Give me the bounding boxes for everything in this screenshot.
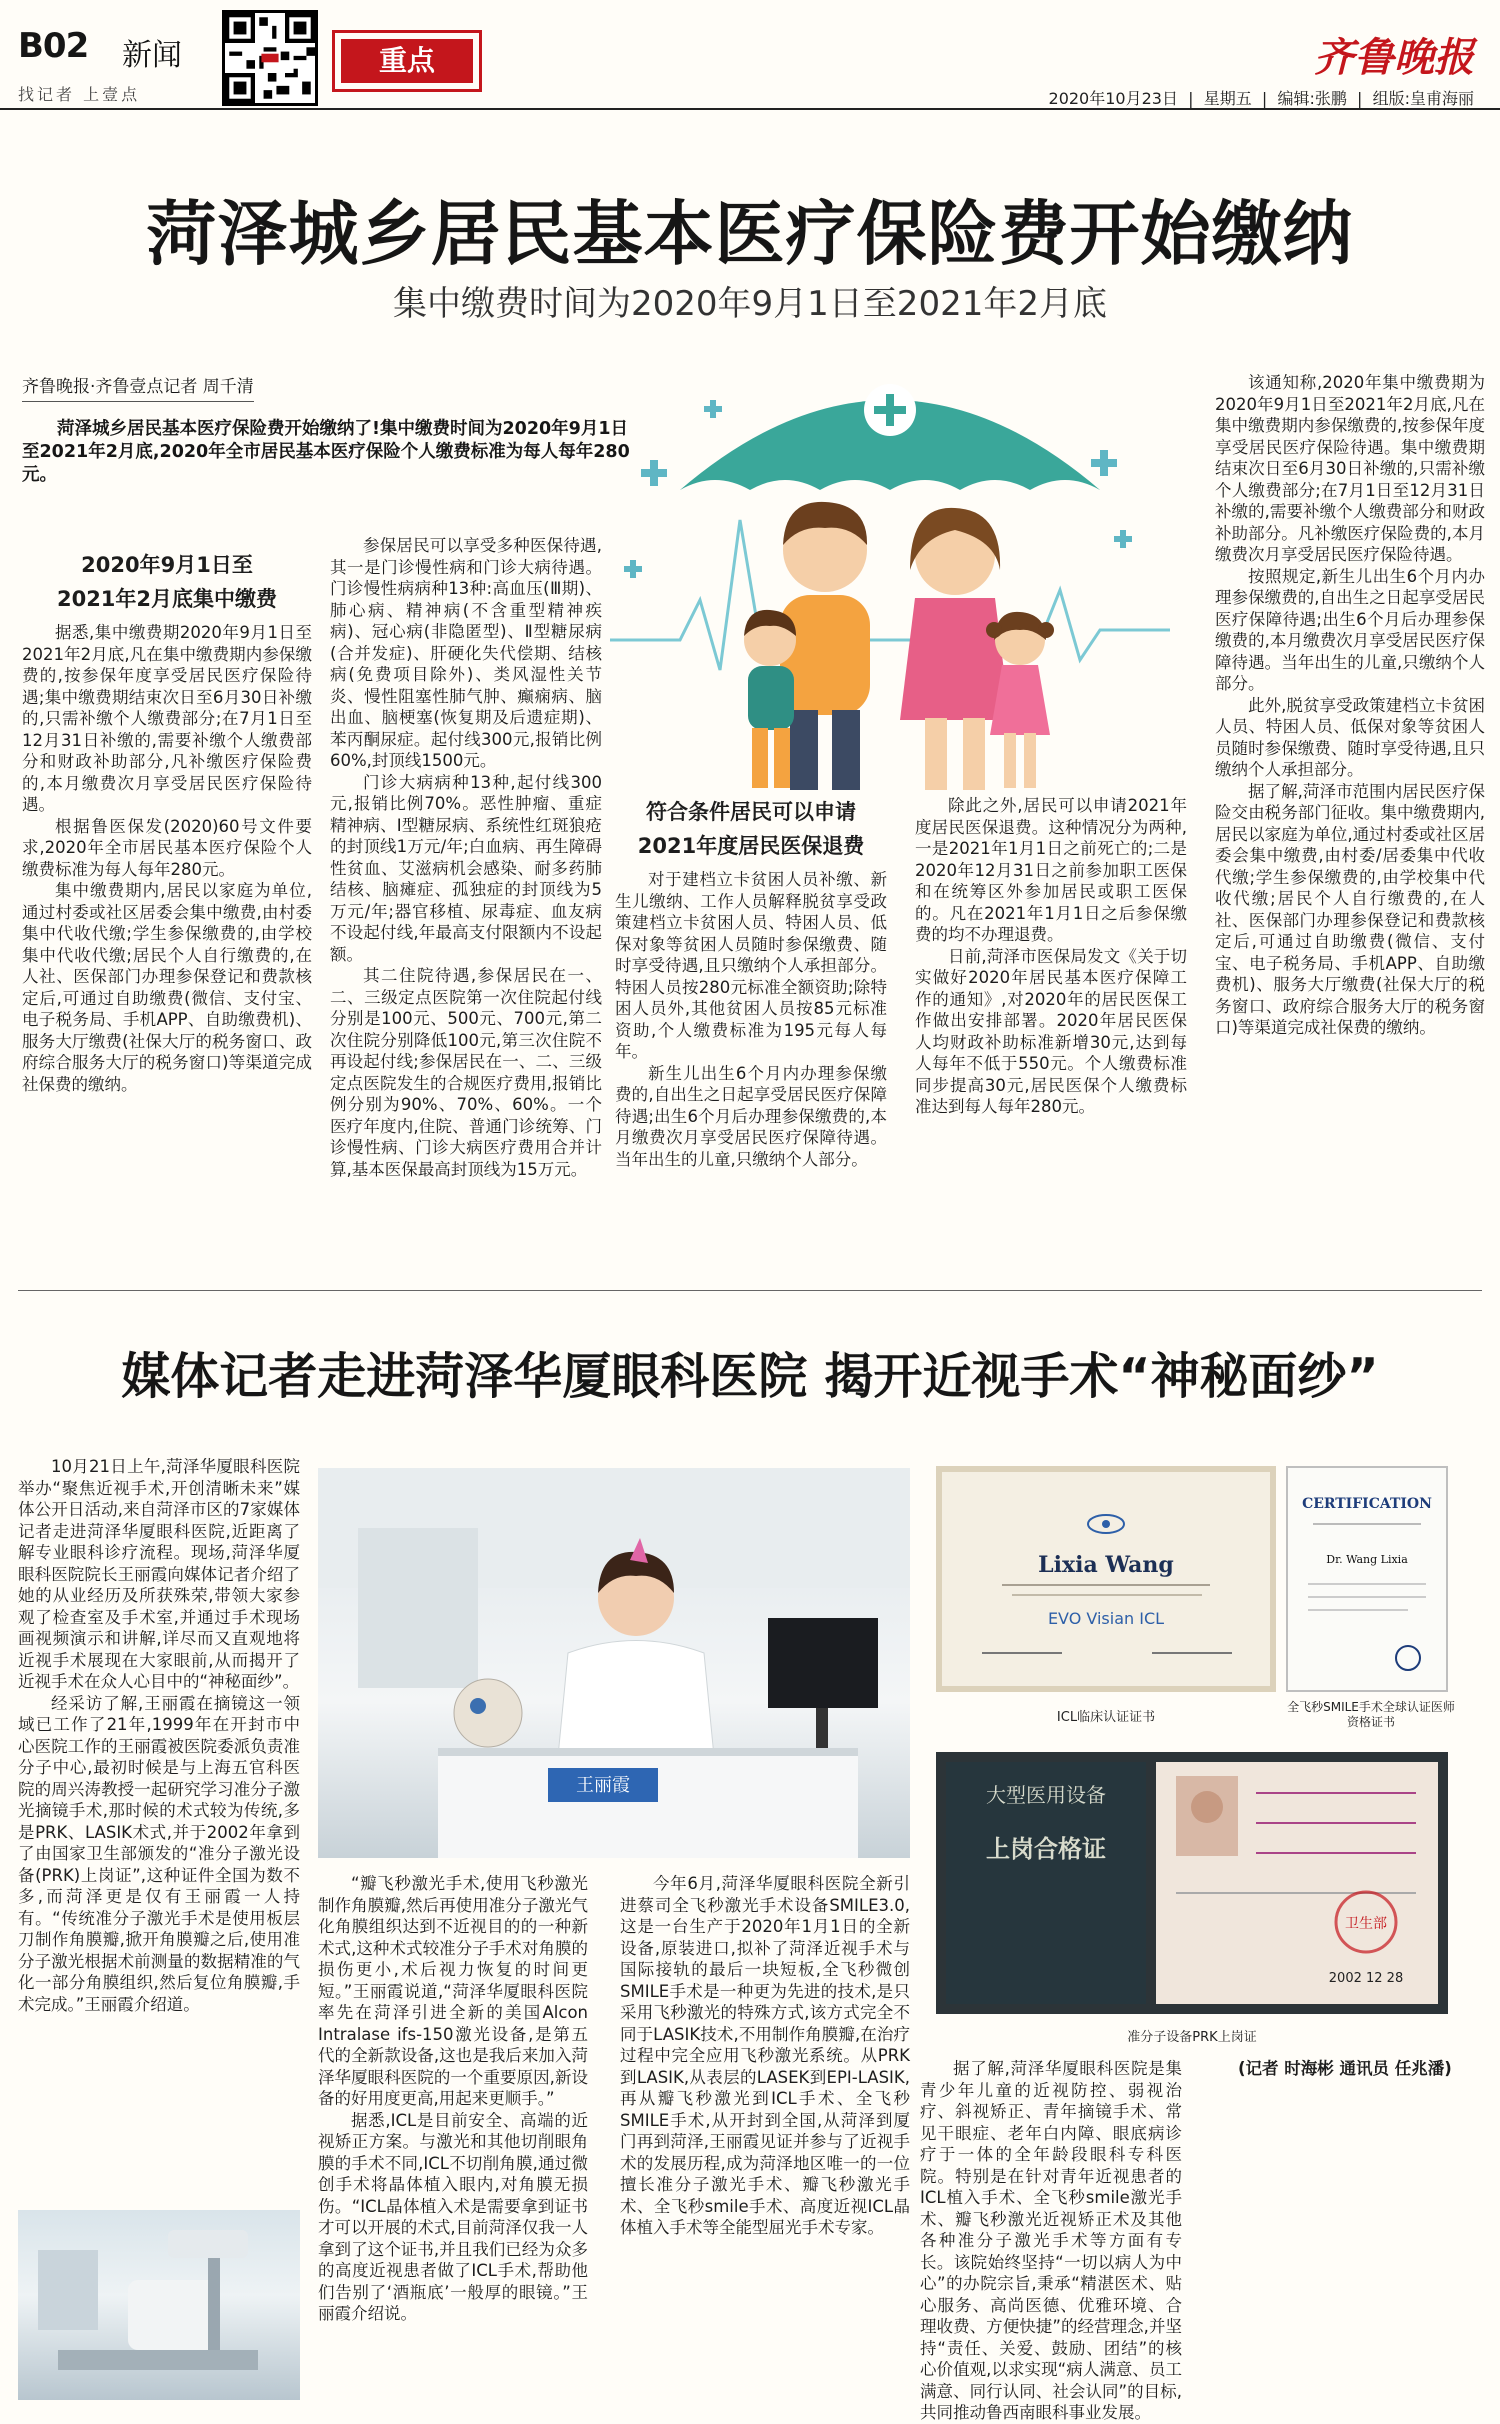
prk-license-caption: 准分子设备PRK上岗证 [1127,2030,1257,2045]
paragraph: 据了解,菏泽华厦眼科医院是集青少年儿童的近视防控、弱视治疗、斜视矫正、青年摘镜手术、常见干眼症、老年白内障、眼底病诊疗于一体的全年龄段眼科专科医院。特别是在针对青年近视患者的ICL植入手术、全飞秒smile激光手术、瓣飞秒激光近视矫正术及其他各种准分子激光手术等方面有专长。该院始终坚持“一切以病人为中心”的办院宗旨,秉承“精湛医术、贴心服务、高尚医德、优雅环境、合理收费、方便快捷”的经营理念,并坚持“责任、关爱、鼓励、团结”的核心价值观,以求实现“病人满意、员工满意、同行认同、社会认同”的目标,共同推动鲁西南眼科事业发展。 [920,2059,1182,2422]
story1-subheadline: 集中缴费时间为2020年9月1日至2021年2月底 [393,284,1107,324]
nameplate-text: 王丽霞 [576,1775,630,1796]
paragraph: 10月21日上午,菏泽华厦眼科医院举办“聚焦近视手术,开创清晰未来”媒体公开日活动,来自菏泽市区的7家媒体记者走进菏泽华厦眼科医院,近距离了解专业眼科诊疗流程。现场,菏泽华厦眼科医院院长王丽霞向媒体记者介绍了她的从业经历及所获殊荣,带领大家参观了检查室及手术室,并通过手术现场画视频演示和讲解,详尽而又直观地将近视手术展现在大家眼前,从而揭开了近视手术在众人心目中的“神秘面纱”。 [18,1457,300,1691]
paragraph: 门诊大病病种13种,起付线300元,报销比例70%。恶性肿瘤、重症精神病、Ⅰ型糖尿病、系统性红斑狼疮的封顶线1万元/年;白血病、再生障碍性贫血、艾滋病机会感染、耐多药肺结核、脑瘫症、孤独症的封顶线为5万元/年;器官移植、尿毒症、血友病不设起付线,年最高支付限额内不设起额。 [330,772,602,964]
smile-certificate-caption: 全飞秒SMILE手术全球认证医师资格证书 [1287,1700,1455,1729]
story1-byline: 齐鲁晚报·齐鲁壹点记者 周千清 [22,372,254,402]
story1-column-5 [1215,372,1485,1250]
svg-text:EVO Visian ICL: EVO Visian ICL [1047,1609,1165,1628]
paragraph: 经采访了解,王丽霞在摘镜这一领域已工作了21年,1999年在开封市中心医院工作的王丽霞被医院委派负责准分子中心,最初时候是与上海五官科医院的周兴涛教授一起研究学习准分子激光摘镜手术,那时候的术式较为传统,多是PRK、LASIK术式,并于2002年拿到了由国家卫生部颁发的“准分子激光设备(PRK)上岗证”,这种证件全国为数不多,而菏泽更是仅有王丽霞一人持有。“传统准分子激光手术是使用板层刀制作角膜瓣,掀开角膜瓣之后,使用准分子激光根据术前测量的数据精准的气化一部分角膜组织,然后复位角膜瓣,手术完成。”王丽霞介绍道。 [18,1693,300,2014]
svg-text:卫生部: 卫生部 [1345,1916,1387,1932]
svg-text:Dr. Wang Lixia: Dr. Wang Lixia [1326,1553,1408,1566]
header-rule [0,108,1500,110]
story1-column-4 [915,795,1187,1250]
svg-text:2002 12 28: 2002 12 28 [1328,1971,1404,1986]
story1-subhead-2: 符合条件居民可以申请 2021年度居民医保退费 [637,800,865,858]
story2-column-1 [18,1456,300,2201]
doctor-portrait-photo [318,1468,910,1858]
paragraph: 除此之外,居民可以申请2021年度居民医保退费。这种情况分为两种,一是2021年1月1日之前死亡的;二是2020年12月31日之前参加职工医保和在统筹区外参加居民或职工医保的。凡在2021年1月1日之后参保缴费的均不办理退费。 [915,796,1187,944]
story1-column-2 [330,535,602,1250]
section-badge: 重点 [332,30,482,92]
paragraph: 该通知称,2020年集中缴费期为2020年9月1日至2021年2月底,凡在集中缴费期内参保缴费的,按参保年度享受居民医疗保险待遇。集中缴费期结束次日至6月30日补缴的,只需补缴个人缴费部分;在7月1日至12月31日补缴的,需要补缴个人缴费部分和财政补助部分。凡补缴医疗保险费的,本月缴费次月享受居民医疗保险待遇。 [1215,373,1485,564]
svg-text:上岗合格证: 上岗合格证 [986,1835,1106,1863]
operating-room-photo [18,2210,300,2400]
paragraph: 此外,脱贫享受政策建档立卡贫困人员、特困人员、低保对象等贫困人员随时参保缴费、随时享受待遇,且只缴纳个人承担部分。 [1215,695,1485,779]
story2-column-5 [1205,2058,1475,2401]
issue-meta: 2020年10月23日 | 星期五 | 编辑:张鹏 | 组版:皇甫海丽 [1048,89,1474,108]
paragraph: 据了解,菏泽市范围内居民医疗保险交由税务部门征收。集中缴费期内,居民以家庭为单位,通过村委或社区居委会集中缴费,由村委/居委集中代收代缴;学生参保缴费的,由学校集中代收代缴;居民个人自行缴费的,在人社、医保部门办理参保登记和费款核定后,可通过自助缴费(微信、支付宝、电子税务局、手机APP、自助缴费机)、服务大厅缴费(社保大厅的税务窗口、政府综合服务大厅的税务窗口)等渠道完成社保费的缴纳。 [1215,781,1485,1037]
story1-subhead-1: 2020年9月1日至 2021年2月底集中缴费 [56,553,278,611]
family-umbrella-illustration [610,340,1170,800]
paragraph: 参保居民可以享受多种医保待遇,其一是门诊慢性病和门诊大病待遇。门诊慢性病病种13种:高血压(Ⅲ期)、肺心病、精神病(不含重型精神疾病)、冠心病(非隐匿型)、Ⅱ型糖尿病(合并发症)、肝硬化失代偿期、结核病(免费项目除外)、类风湿性关节炎、慢性阻塞性肺气肿、癫痫病、脑出血、脑梗塞(恢复期及后遗症期)、苯丙酮尿症。起付线300元,报销比例60%,封顶线1500元。 [330,536,602,770]
story1-headline: 菏泽城乡居民基本医疗保险费开始缴纳 [146,193,1354,275]
story1-column-3 [615,795,887,1250]
section-divider [18,1290,1482,1291]
smile-certificate-image [1286,1466,1448,1692]
page-number: B02 [18,26,89,66]
paragraph: 据悉,集中缴费期2020年9月1日至2021年2月底,凡在集中缴费期内参保缴费的,按参保年度享受居民医疗保险待遇;集中缴费期结束次日至6月30日补缴的,只需补缴个人缴费部分;在7月1日至12月31日补缴的,需要补缴个人缴费部分和财政补助部分,凡补缴医疗保险费的,本月缴费次月享受居民医疗保险待遇。 [22,623,312,814]
paragraph: 根据鲁医保发(2020)60号文件要求,2020年全市居民基本医疗保险个人缴费标准为每人每年280元。 [22,816,312,879]
paragraph: 今年6月,菏泽华厦眼科医院全新引进蔡司全飞秒激光手术设备SMILE3.0,这是一台生产于2020年1月1日的全新设备,原装进口,拟补了菏泽近视手术与国际接轨的最后一块短板,全飞秒微创SMILE手术是一种更为先进的技术,是只采用飞秒激光的特殊方式,该方式完全不同于LASIK技术,不用制作角膜瓣,在治疗过程中完全应用飞秒激光系统。从PRK到LASIK,从表层的LASEK到EPI-LASIK,再从瓣飞秒激光到ICL手术、全飞秒SMILE手术,从开封到全国,从菏泽到厦门再到菏泽,王丽霞见证并参与了近视手术的发展历程,成为菏泽地区唯一的一位擅长准分子激光手术、瓣飞秒激光手术、全飞秒smile手术、高度近视ICL晶体植入手术等全能型屈光手术专家。 [620,1874,910,2237]
header-slogan: 找记者 上壹点 [18,85,141,104]
paragraph: 其二住院待遇,参保居民在一、二、三级定点医院第一次住院起付线分别是100元、500元、700元,第二次住院分别降低100元,第三次住院不再设起付线;参保居民在一、二、三级定点医院发生的合规医疗费用,报销比例分别为90%、70%、60%。一个医疗年度内,住院、普通门诊统筹、门诊慢性病、门诊大病医疗费用合并计算,基本医保最高封顶线为15万元。 [330,966,602,1179]
prk-license-image [936,1752,1448,2014]
paragraph: 集中缴费期内,居民以家庭为单位,通过村委或社区居委会集中缴费,由村委集中代收代缴;学生参保缴费的,由学校集中代收代缴;居民个人自行缴费的,在人社、医保部门办理参保登记和费款核定后,可通过自助缴费(微信、支付宝、电子税务局、手机APP、自助缴费机)、服务大厅缴费(社保大厅的税务窗口、政府综合服务大厅的税务窗口)等渠道完成社保费的缴纳。 [22,881,312,1094]
paragraph: 新生儿出生6个月内办理参保缴费的,自出生之日起享受居民医疗保障待遇;出生6个月后办理参保缴费的,本月缴费次月享受居民医疗保障待遇。当年出生的儿童,只缴纳个人部分。 [615,1063,887,1169]
paragraph [1205,2058,1475,2080]
paragraph: 日前,菏泽市医保局发文《关于切实做好2020年居民基本医疗保障工作的通知》,对2020年的居民医保工作做出安排部署。2020年居民医保人均财政补助标准新增30元,达到每人每年不低于550元。个人缴费标准同步提高30元,居民医保个人缴费标准达到每人每年280元。 [915,946,1187,1116]
story1-column-1 [22,548,312,1250]
story2-column-3 [620,1873,910,2401]
icl-certificate-caption: ICL临床认证证书 [1056,1710,1156,1725]
story2-column-4 [920,2058,1182,2422]
icl-certificate-image [936,1466,1276,1692]
story1-lead: 菏泽城乡居民基本医疗保险费开始缴纳了!集中缴费时间为2020年9月1日至2021年2月底,2020年全市居民基本医疗保险个人缴费标准为每人每年280元。 [22,419,630,485]
paragraph: 据悉,ICL是目前安全、高端的近视矫正方案。与激光和其他切削眼角膜的手术不同,ICL不切削角膜,通过微创手术将晶体植入眼内,对角膜无损伤。“ICL晶体植入术是需要拿到证书才可以开展的术式,目前菏泽仅我一人拿到了这个证书,并且我们已经为众多的高度近视患者做了ICL手术,帮助他们告别了‘酒瓶底’一般厚的眼镜。”王丽霞介绍说。 [318,2110,588,2323]
svg-text:Lixia Wang: Lixia Wang [1038,1552,1174,1578]
svg-text:大型医用设备: 大型医用设备 [986,1783,1106,1807]
paragraph: “瓣飞秒激光手术,使用飞秒激光制作角膜瓣,然后再使用准分子激光气化角膜组织达到不近视目的的一种新术式,这种术式较准分子手术对角膜的损伤更小,术后视力恢复的时间更短。”王丽霞说道,“菏泽华厦眼科医院率先在菏泽引进全新的美国Alcon Intralase ifs-150激光设备,是第五代的全新款设备,这也是我后来加入菏泽华厦眼科医院的一个重要原因,新设备的好用度更高,用起来更顺手。” [318,1874,588,2108]
story2-column-2 [318,1873,588,2401]
story2-headline: 媒体记者走进菏泽华厦眼科医院 揭开近视手术“神秘面纱” [121,1348,1379,1405]
svg-text:CERTIFICATION: CERTIFICATION [1302,1496,1432,1512]
section-name: 新闻 [122,38,182,73]
qr-code-icon [225,13,315,103]
newspaper-logo: 齐鲁晚报 [1314,34,1474,81]
page-header [0,0,1500,118]
signoff: (记者 时海彬 通讯员 任兆潘) [1238,2059,1452,2078]
qr-code[interactable] [222,10,318,106]
paragraph: 对于建档立卡贫困人员补缴、新生儿缴纳、工作人员解释脱贫享受政策建档立卡贫困人员、特困人员、低保对象等贫困人员随时参保缴费、随时享受待遇,且只缴纳个人承担部分。特困人员按280元标准全额资助;除特困人员外,其他贫困人员按85元标准资助,个人缴费标准为195元每人每年。 [615,870,887,1061]
paragraph: 按照规定,新生儿出生6个月内办理参保缴费的,自出生之日起享受居民医疗保障待遇;出生6个月后办理参保缴费的,本月缴费次月享受居民医疗保障待遇。当年出生的儿童,只缴纳个人部分。 [1215,566,1485,693]
